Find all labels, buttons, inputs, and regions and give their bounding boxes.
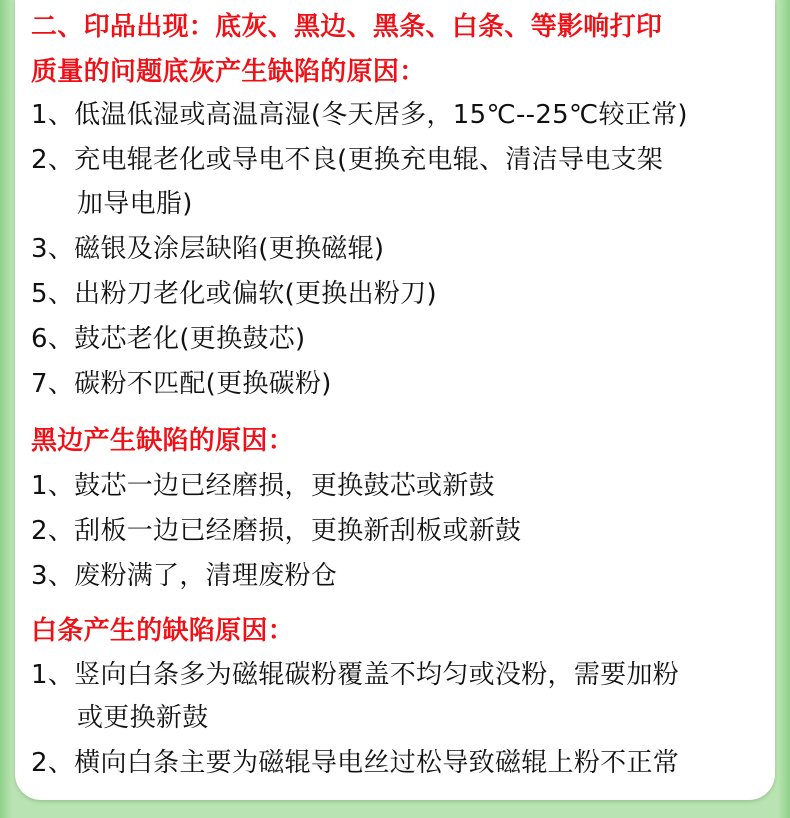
section3-item-1: 1、竖向白条多为磁辊碳粉覆盖不均匀或没粉，需要加粉	[31, 660, 680, 690]
section1-item-2-continued: 加导电脂)	[77, 189, 193, 219]
section1-item-7: 7、碳粉不匹配(更换碳粉)	[31, 369, 332, 399]
section2-heading: 黑边产生缺陷的原因：	[31, 426, 295, 456]
section1-item-1: 1、低温低湿或高温高湿(冬天居多，15℃--25℃较正常)	[31, 100, 688, 130]
section1-item-5: 5、出粉刀老化或偏软(更换出粉刀)	[31, 279, 437, 309]
section1-heading-line1: 二、印品出现：底灰、黑边、黑条、白条、等影响打印	[31, 12, 663, 42]
section3-item-2: 2、横向白条主要为磁辊导电丝过松导致磁辊上粉不正常	[31, 748, 680, 778]
section1-item-3: 3、磁银及涂层缺陷(更换磁辊)	[31, 234, 385, 264]
section3-item-1-continued: 或更换新鼓	[77, 703, 209, 733]
section3-heading: 白条产生的缺陷原因：	[31, 616, 295, 646]
section2-item-1: 1、鼓芯一边已经磨损，更换鼓芯或新鼓	[31, 471, 495, 501]
section1-item-6: 6、鼓芯老化(更换鼓芯)	[31, 324, 306, 354]
section1-heading-line2: 质量的问题底灰产生缺陷的原因：	[31, 57, 426, 87]
section2-item-3: 3、废粉满了，清理废粉仓	[31, 561, 338, 591]
section2-item-2: 2、刮板一边已经磨损，更换新刮板或新鼓	[31, 516, 522, 546]
section1-item-2: 2、充电辊老化或导电不良(更换充电辊、清洁导电支架	[31, 145, 664, 175]
